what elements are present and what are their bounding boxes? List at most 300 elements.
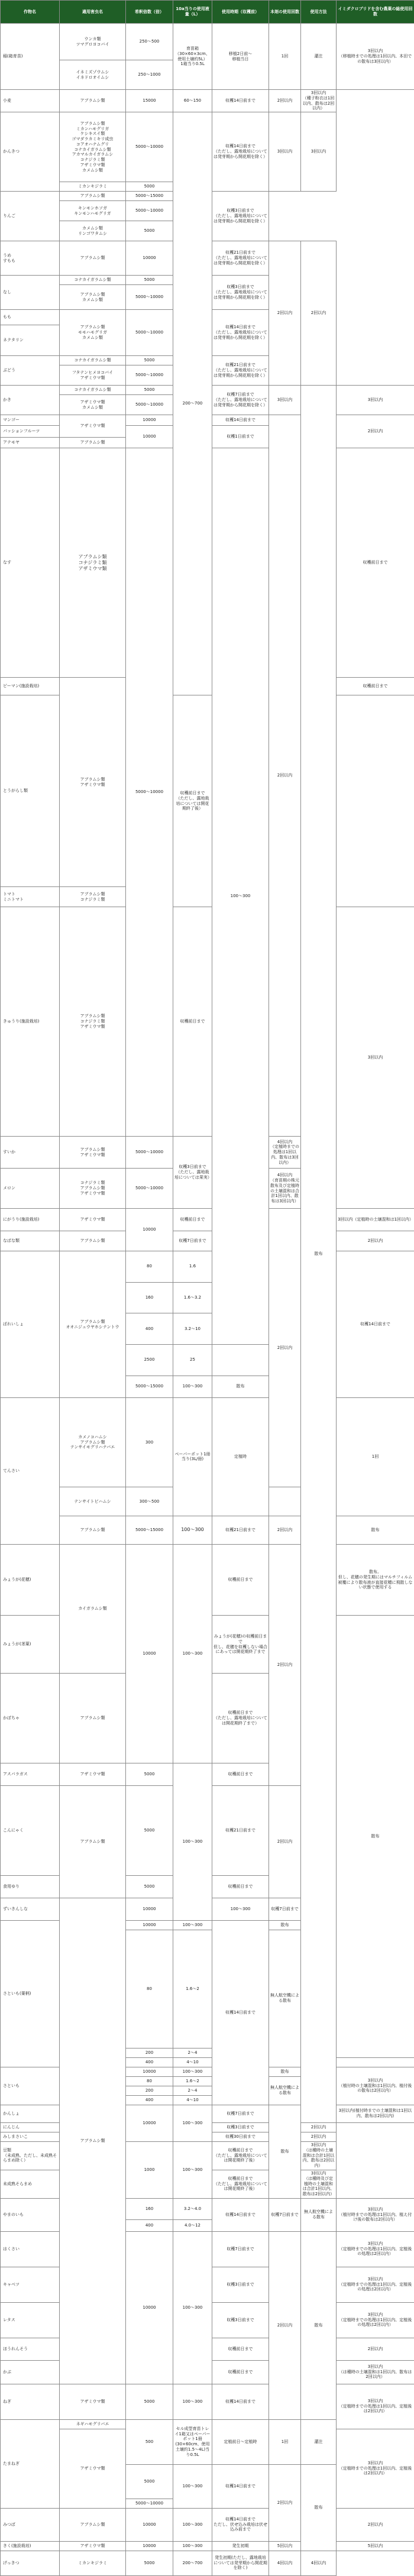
timing-cell: 収穫前日まで: [212, 1763, 269, 1785]
header-dilution: 希釈倍数（倍）: [126, 1, 173, 24]
crop-cell: マンゴー: [1, 415, 60, 426]
dilution-cell: 5000～10000: [126, 112, 173, 182]
dilution-cell: 10000: [126, 2541, 173, 2551]
timing-cell: 収穫3日前まで （ただし、露地栽培については発芽期から開花期を除く）: [212, 276, 269, 310]
timing-cell: 収穫14日前まで: [212, 2464, 269, 2508]
volume-cell: 60～150: [173, 90, 212, 112]
volume-cell: 育苗箱 （30×60×3cm、 使用土壌約5L） 1箱当り0.5L: [173, 24, 212, 90]
volume-cell: 1.6～2: [173, 1930, 212, 2048]
count-cell: 2回以内: [269, 415, 301, 1137]
pest-cell: アザミウマ類 カメムシ類: [60, 395, 126, 415]
total-cell: 4回以内 （定植時までの処理は1回以内、散布は3回以内）: [269, 1137, 301, 1169]
method-cell: 散布: [337, 1516, 414, 1544]
timing-cell: みょうが(花穂)の収穫前日まで 但し、花穂を収穫しない場合にあっては開花期終了まで: [212, 1616, 269, 1674]
timing-cell: 収穫7日前まで: [212, 2231, 269, 2267]
volume-cell: 100～300: [173, 2541, 212, 2551]
method-cell: 散布。 但し、花穂の発生期にはマルチフィルム被覆により散布液が直接花穂に飛散しない状態で使用する: [337, 1545, 414, 1616]
timing-cell: 収穫7日前まで: [173, 1231, 212, 1251]
crop-cell: 豆類 （未成熟、ただし、未成熟そらまめ除く）: [1, 2141, 60, 2170]
volume-cell: 1.6～2: [173, 2076, 212, 2086]
crop-cell: みしまさいこ: [1, 2132, 60, 2141]
method-cell: 灌注: [301, 2419, 337, 2464]
table-row: [1, 2551, 414, 2575]
timing-cell: 収穫14日前まで: [212, 90, 269, 112]
crop-cell: もも: [1, 310, 60, 325]
count-cell: 2回以内: [269, 1209, 301, 1487]
method-cell: 散布: [337, 1616, 414, 2058]
count-cell: 5回以内: [269, 2541, 301, 2551]
timing-cell: 収穫14日前まで: [212, 2384, 269, 2419]
dilution-cell: 400: [126, 2095, 173, 2105]
crop-cell: にんじん: [1, 2122, 60, 2132]
crop-cell: ネクタリン: [1, 325, 60, 356]
timing-cell: 収穫14日前まで: [337, 1251, 414, 1398]
pest-cell: アブラムシ類: [60, 90, 126, 112]
dilution-cell: 10000: [126, 2105, 173, 2141]
pest-cell: アブラムシ類: [60, 241, 126, 276]
pest-cell: アザミウマ類: [60, 1209, 126, 1231]
method-cell: 散布: [301, 2464, 337, 2551]
timing-cell: 収穫前日まで: [212, 2360, 269, 2384]
timing-cell: 収穫14日前まで: [212, 1920, 269, 2105]
crop-cell: うめ すもも: [1, 241, 60, 276]
volume-cell: 100～300: [173, 1516, 212, 1544]
dilution-cell: 400: [126, 2219, 173, 2231]
pest-cell: アブラムシ類 コナジラミ類 アザミウマ類: [60, 907, 126, 1137]
header-timing: 使用時期（収穫前）: [212, 1, 269, 24]
crop-cell: さといも: [1, 2067, 60, 2105]
timing-cell: 定植時: [212, 1398, 269, 1516]
crop-cell: みつば: [1, 2508, 60, 2541]
dilution-cell: 10000: [126, 2231, 173, 2384]
dilution-cell: 5000: [126, 2551, 173, 2575]
crop-cell: なばな類: [1, 1231, 60, 1251]
crop-cell: ねぎ: [1, 2384, 60, 2419]
timing-cell: 収穫前日まで: [173, 907, 212, 1137]
volume-cell: 100～300: [173, 2508, 212, 2541]
header-method: 使用方法: [301, 1, 337, 24]
pest-cell: カイガラムシ類: [60, 1545, 126, 1674]
dilution-cell: 5000: [126, 1763, 173, 1785]
dilution-cell: 5000: [126, 276, 173, 285]
volume-cell: 100～300: [173, 2141, 212, 2198]
pest-cell: カメムシ類 リンゴワタムシ: [60, 221, 126, 241]
method-cell: 散布: [269, 2105, 301, 2198]
volume-cell: 2～4: [173, 2048, 212, 2057]
dilution-cell: 15000: [126, 90, 173, 112]
timing-cell: 収穫14日前まで: [212, 415, 269, 426]
volume-cell: 3.2～10: [173, 1313, 212, 1345]
volume-cell: セル成型育苗トレイ1箱又はペーパーポット1冊(30×60cm、使用土壌約1.5～4L)当り0.5L: [173, 2419, 212, 2464]
pest-cell: アザミウマ類: [60, 2384, 126, 2419]
crop-cell: かんしょ: [1, 2105, 60, 2122]
method-cell: 無人航空機による散布: [301, 2198, 337, 2231]
crop-cell: ばれいしょ: [1, 1251, 60, 1398]
dilution-cell: 5000～10000: [126, 1137, 173, 1169]
pest-cell: アザミウマ類: [60, 2541, 126, 2551]
volume-cell: ペーパーポット1冊当り(3L/冊): [173, 1398, 212, 1516]
method-cell: 散布: [301, 2231, 337, 2419]
pest-cell: アブラムシ類 ミカンハモグリガ ケシキスイ類 ゴマダラカミキリ成虫 コアオハナムグリ コナカイガラムシ類 アカマルカイガラムシ コナジラミ類 アザミウマ類 カメムシ類: [60, 112, 126, 182]
crop-cell: かき: [1, 386, 60, 415]
dilution-cell: 400: [126, 2057, 173, 2067]
volume-cell: 100～300: [173, 2105, 212, 2141]
volume-cell: 100～300: [173, 2067, 212, 2076]
count-cell: 3回以内: [269, 112, 301, 192]
method-cell: 散布: [212, 1376, 269, 1397]
timing-cell: 収穫21日前まで: [212, 1785, 269, 1875]
dilution-cell: 300～500: [126, 1487, 173, 1516]
dilution-cell: 10000: [126, 2067, 173, 2076]
volume-cell: 4～10: [173, 2057, 212, 2067]
total-cell: 3回以内（定植時の土壌混和は1回以内）: [337, 1209, 414, 1231]
count-cell: 2回以内: [269, 2464, 301, 2541]
volume-cell: 100～300: [173, 2231, 212, 2384]
dilution-cell: 5000: [126, 1875, 173, 1898]
dilution-cell: 5000: [126, 1785, 173, 1875]
pest-cell: アブラムシ類: [60, 192, 126, 201]
dilution-cell: 5000: [126, 386, 173, 395]
pest-cell: アブラムシ類: [60, 438, 126, 448]
count-cell: 2回以内: [269, 1545, 301, 1786]
total-cell: 3回以内 （定植時までの処理は1回以内、定植後の処理は2回以内）: [337, 2302, 414, 2338]
timing-cell: 収穫1日前まで: [212, 426, 269, 448]
pest-cell: コナカイガラムシ類: [60, 356, 126, 365]
pest-cell: アブラムシ類 カメムシ類: [60, 285, 126, 310]
dilution-cell: 10000: [126, 415, 173, 426]
crop-cell: にがうり(施設栽培): [1, 1209, 60, 1231]
pest-cell: コナカイガラムシ類: [60, 276, 126, 285]
dilution-cell: 1000: [126, 2141, 173, 2198]
header-count: 本剤の使用回数: [269, 1, 301, 24]
table-row: [1, 24, 414, 60]
crop-cell: とうがらし類: [1, 695, 60, 887]
total-cell: 3回以内 （植付時までの処理は1回以内、植え付け後の散布は2回以内）: [337, 2198, 414, 2231]
timing-cell: 収穫前日まで: [212, 1875, 269, 1898]
dilution-cell: 10000: [126, 426, 173, 448]
total-cell: 4回以内 （育苗期の株元散布及び定植時の土壌混和は合計1回以内、散布は3回以内）: [269, 1169, 301, 1209]
dilution-cell: 10000: [126, 2508, 173, 2541]
total-cell: 2回以内: [301, 2122, 337, 2132]
volume-cell: 200～700: [173, 2551, 212, 2575]
method-cell: 無人航空機による散布: [269, 1930, 301, 2067]
count-cell: 収穫7日前まで: [269, 2198, 301, 2231]
pest-cell: アザミウマ類: [60, 415, 126, 438]
timing-cell: 収穫前日まで: [212, 2338, 269, 2360]
total-cell: 3回以内: [337, 386, 414, 415]
pest-cell: アブラムシ類: [60, 2508, 126, 2541]
crop-cell: 未成熟そらまめ: [1, 2170, 60, 2198]
total-cell: 2回以内: [301, 2132, 337, 2141]
crop-cell: 稲(箱育苗): [1, 24, 60, 90]
total-cell: 3回以内: [301, 112, 337, 192]
dilution-cell: 5000～15000: [126, 1376, 173, 1397]
dilution-cell: 5000～10000: [126, 285, 173, 310]
dilution-cell: 5000～10000: [126, 365, 173, 386]
timing-cell: 収穫前日まで: [337, 678, 414, 695]
dilution-cell: 5000～15000: [126, 192, 173, 201]
dilution-cell: 5000～15000: [126, 1516, 173, 1544]
timing-cell: 収穫3日前まで （ただし、露地栽培については果実）: [173, 1137, 212, 1209]
crop-cell: ほうれんそう: [1, 2338, 60, 2360]
total-cell: 3回以内 （定植時までの処理は1回以内、定植後の処理は2回以内）: [337, 2267, 414, 2302]
crop-cell: かぼちゃ: [1, 1674, 60, 1763]
crop-cell: ずいきんしな: [1, 1898, 60, 1920]
table-row: [1, 1209, 414, 1231]
dilution-cell: 10000: [126, 241, 173, 276]
method-cell: 無人航空機による散布: [269, 2076, 301, 2105]
pest-cell: ミカンキジラミ: [60, 2551, 126, 2575]
timing-cell: 収穫7日前まで （ただし、露地栽培については発芽期から開花期を除く）: [212, 386, 269, 415]
count-cell: 2回以内: [269, 2231, 301, 2419]
crop-cell: こんにゃく: [1, 1785, 60, 1875]
total-cell: 3回以内 （定植時までの処理は1回以内、定植後は2回以内）: [337, 2384, 414, 2429]
timing-cell: 収穫21日前まで （ただし、露地栽培については発芽期から開花期を除く）: [212, 241, 269, 276]
timing-cell: 収穫前日まで （ただし、露地栽培については開花期終了まで）: [212, 1674, 269, 1763]
timing-cell: 収穫前日まで: [337, 448, 414, 678]
timing-cell: 収穫21日前まで （ただし、露地栽培については発芽期から開花期を除く）: [212, 356, 269, 386]
dilution-cell: 5000: [126, 221, 173, 241]
method-cell: 散布: [269, 2067, 301, 2076]
crop-cell: なし: [1, 276, 60, 310]
pest-cell: カメノコハムシ アブラムシ類 テンサイモグリハナバエ: [60, 1398, 126, 1487]
crop-cell: メロン: [1, 1169, 60, 1209]
table-row: [1, 1545, 414, 1616]
pest-cell: アブラムシ類: [60, 1674, 126, 1763]
timing-cell: 収穫前日まで （ただし、露地栽培については開花期終了後）: [212, 2141, 269, 2170]
volume-cell: 100～300: [173, 2464, 212, 2508]
dilution-cell: 80: [126, 2076, 173, 2086]
volume-cell: 25: [173, 1345, 212, 1376]
timing-cell: 収穫前日まで （ただし、露地栽培については開花期終了後）: [212, 2170, 269, 2198]
timing-cell: 収穫30日前まで: [212, 2132, 269, 2141]
crop-cell: はくさい: [1, 2231, 60, 2267]
timing-cell: 収穫21日前まで: [212, 1516, 269, 1544]
total-cell: 3回以内 （種子粉衣は1回以内、散布は2回以内）: [301, 90, 337, 112]
count-cell: 1回: [337, 1398, 414, 1516]
crop-cell: みょうが(茎葉): [1, 1616, 60, 1674]
pest-cell: イネミズゾウムシ イネドロオイムシ: [60, 60, 126, 90]
total-cell: 3回以内 （は種時の土壌混和は合計1回以内、散布は2回以内）: [301, 2141, 337, 2170]
dilution-cell: 5000～10000: [126, 395, 173, 415]
total-cell: 5回以内: [337, 2541, 414, 2551]
dilution-cell: 5000～10000: [126, 2499, 173, 2508]
total-cell: 3回以内 （定植時までの処理は1回以内、定植後の処理は2回以内）: [337, 2231, 414, 2267]
timing-cell: 移植2日前～ 移植当日: [212, 24, 269, 90]
dilution-cell: 500: [126, 2419, 173, 2464]
pest-cell: アブラムシ類: [60, 1516, 126, 1544]
pest-cell: コナカイガラムシ類: [60, 386, 126, 395]
method-cell: 散布: [301, 386, 337, 2123]
volume-cell: 4～10: [173, 2095, 212, 2105]
volume-cell: 100～300: [173, 1376, 212, 1397]
pest-cell: コナジラミ類 アブラムシ類 アザミウマ類: [60, 1169, 126, 1209]
pest-cell: テンサイトビハムシ: [60, 1487, 126, 1516]
timing-cell: 収穫14日前まで: [212, 2198, 269, 2231]
table-row: [1, 1231, 414, 1251]
dilution-cell: 2500: [126, 1345, 173, 1376]
volume-cell: 200～700: [173, 112, 212, 695]
pest-cell: ネギハモグリバエ: [60, 2419, 126, 2429]
crop-cell: げっきつ: [1, 2551, 60, 2575]
dilution-cell: 10000: [126, 1545, 173, 1763]
timing-cell: 定植前日～定植時: [212, 2419, 269, 2464]
crop-cell: りんご: [1, 192, 60, 241]
count-cell: 1回: [269, 24, 301, 90]
total-cell: 4回以内: [301, 2551, 337, 2575]
timing-cell: 収穫14日前まで （ただし、露地栽培については発芽期から開花期を除く）: [212, 112, 269, 192]
crop-cell: みょうが(花穂): [1, 1545, 60, 1616]
volume-cell: 100～300: [173, 2384, 212, 2419]
dilution-cell: 5000～10000: [126, 1169, 173, 1209]
count-cell: 3回以内: [337, 907, 414, 1209]
crop-cell: てんさい: [1, 1398, 60, 1545]
pest-cell: アブラムシ類: [60, 1785, 126, 1898]
pest-cell: アブラムシ類 コナジラミ類 アザミウマ類: [60, 448, 126, 678]
total-cell: 3回以内 （は種時の土壌混和は1回以内、散布は2回以内）: [337, 2360, 414, 2384]
table-row: [1, 2541, 414, 2551]
dilution-cell: 400: [126, 1313, 173, 1345]
table-row: [1, 1251, 414, 1283]
volume-cell: 1.6: [173, 1251, 212, 1283]
crop-cell: キャベツ: [1, 2267, 60, 2302]
timing-cell: 収穫3日前まで: [212, 2122, 269, 2132]
count-cell: 1回: [269, 2419, 301, 2464]
table-row: [1, 90, 414, 112]
header-total: イミダクロプリドを含む農薬の総使用回数: [337, 1, 414, 24]
dilution-cell: 80: [126, 1930, 173, 2048]
timing-cell: 発生初期(ただし、露地栽培については発芽期から開花期を除く): [212, 2551, 269, 2575]
dilution-cell: 10000: [126, 1209, 173, 1251]
pest-cell: フタテンヒメヨコバイ アザミウマ類: [60, 365, 126, 386]
pest-cell: ウンカ類 ツマグロヨコバイ: [60, 24, 126, 60]
dilution-cell: 10000: [126, 1920, 173, 1930]
crop-cell: なす: [1, 448, 60, 678]
pest-cell: アブラムシ類 アザミウマ類: [60, 1137, 126, 1169]
timing-cell: 収穫14日前まで ただし、伏せ込み栽培は伏せ込み前まで: [212, 2508, 269, 2541]
total-cell: 3回以内 （は種時及び定植時の土壌混和は合計1回以内、散布は2回以内）: [301, 2170, 337, 2198]
crop-cell: かんきつ: [1, 112, 60, 192]
dilution-cell: 5000～10000: [126, 448, 173, 1137]
crop-cell: レタス: [1, 2302, 60, 2338]
volume-cell: 100～300: [173, 1545, 212, 1763]
total-cell: 2回以内: [337, 2508, 414, 2541]
crop-cell: パッションフルーツ: [1, 426, 60, 438]
pest-cell: キンモンホソガ キンモンハモグリガ: [60, 201, 126, 221]
pest-cell: アブラムシ類 コナジラミ類: [60, 887, 126, 907]
volume-cell: 100～300: [212, 1898, 269, 1920]
volume-cell: 100～300: [212, 448, 269, 1345]
timing-cell: 収穫3日前まで （ただし、露地栽培については発芽期から開花期を除く）: [212, 192, 269, 241]
table-row: [1, 2508, 414, 2541]
total-cell: 3回以内 （植付時の土壌混和は1回以内、植付後の散布は2回以内）: [337, 2067, 414, 2105]
table-row: [1, 112, 414, 182]
total-cell: 3回以内(植付時までの土壌混和は1回以内、散布は2回以内): [337, 2105, 414, 2122]
dilution-cell: 5000: [126, 2384, 173, 2419]
header-pest: 適用害虫名: [60, 1, 126, 24]
dilution-cell: 250～1000: [126, 60, 173, 90]
timing-cell: 収穫3日前まで: [212, 2302, 269, 2338]
dilution-cell: 200: [126, 2086, 173, 2095]
pest-cell: アザミウマ類: [60, 2429, 126, 2508]
header-volume: 10a当りの使用液量（L）: [173, 1, 212, 24]
volume-cell: 1.6～3.2: [173, 1282, 212, 1313]
table-row: [1, 907, 414, 1137]
timing-cell: 収穫前日まで （ただし、露地栽培については開花期終了後）: [173, 695, 212, 907]
crop-cell: やまのいも: [1, 2198, 60, 2231]
total-cell: 3回以内 （移植時までの処理は1回以内、本田での散布は3回以内）: [337, 24, 414, 90]
crop-cell: ピーマン(施設栽培): [1, 678, 60, 695]
dilution-cell: 300: [126, 1398, 173, 1487]
crop-cell: アスパラガス: [1, 1763, 60, 1785]
crop-cell: きゅうり(施設栽培): [1, 907, 60, 1137]
crop-cell: トマト ミニトマト: [1, 887, 60, 907]
dilution-cell: 5000～10000: [126, 201, 173, 221]
pest-cell: アブラムシ類 アザミウマ類: [60, 678, 126, 887]
crop-cell: ぶどう: [1, 356, 60, 386]
header-crop: 作物名: [1, 1, 60, 24]
header-row: [1, 1, 414, 24]
crop-cell: きく(施設栽培): [1, 2541, 60, 2551]
table-row: [1, 2384, 414, 2419]
timing-cell: 収穫3日前まで: [212, 2267, 269, 2302]
total-cell: 2回以内: [301, 241, 337, 386]
table-row: [1, 1516, 414, 1544]
count-cell: 3回以内: [269, 386, 301, 415]
crop-cell: 小麦: [1, 90, 60, 112]
crop-cell: 食用ゆり: [1, 1875, 60, 1898]
volume-cell: 100～300: [173, 1920, 212, 1930]
timing-cell: 収穫7日前まで: [269, 1898, 301, 1920]
count-cell: 4回以内: [269, 2551, 301, 2575]
dilution-cell: 160: [126, 1282, 173, 1313]
dilution-cell: 160: [126, 2198, 173, 2219]
crop-cell: かぶ: [1, 2360, 60, 2384]
table-row: [1, 1398, 414, 1487]
total-cell: 2回以内: [337, 1231, 414, 1251]
method-cell: 散布: [269, 1920, 301, 1930]
dilution-cell: 10000: [126, 1898, 173, 1920]
dilution-cell: 250～500: [126, 24, 173, 60]
count-cell: 2回以内: [269, 1785, 301, 1898]
volume-cell: 4.0～12: [173, 2219, 212, 2231]
timing-cell: 収穫7日前まで: [212, 2105, 269, 2122]
timing-cell: 収穫前日まで: [212, 1545, 269, 1616]
pest-cell: アブラムシ類 モモハモグリガ カメムシ類: [60, 310, 126, 356]
count-cell: 2回以内: [269, 1516, 301, 1544]
pest-cell: アブラムシ類: [60, 1231, 126, 1251]
volume-cell: 2～4: [173, 2086, 212, 2095]
timing-cell: 発生初期: [212, 2541, 269, 2551]
crop-cell: アテモヤ: [1, 438, 60, 448]
count-cell: 2回以内: [269, 90, 301, 112]
pest-cell: アブラムシ類 オオニジュウヤホシテントウ: [60, 1251, 126, 1398]
pest-cell: アザミウマ類: [60, 1763, 126, 1785]
volume-cell: 3.2～4.0: [173, 2198, 212, 2219]
total-cell: 3回以内 （定植時までの処理は1回以内、定植後は2回以内）: [337, 2429, 414, 2508]
total-cell: 2回以内: [337, 2338, 414, 2360]
pest-cell: ミカンキジラミ: [60, 182, 126, 192]
crop-cell: すいか: [1, 1137, 60, 1169]
timing-cell: 収穫前日まで: [173, 1209, 212, 1231]
dilution-cell: 200: [126, 2048, 173, 2057]
total-cell: 2回以内: [337, 415, 414, 448]
count-cell: 2回以内: [269, 241, 301, 386]
crop-cell: たまねぎ: [1, 2419, 60, 2508]
timing-cell: 収穫14日前まで （ただし、露地栽培については発芽期から開花期を除く）: [212, 310, 269, 356]
dilution-cell: 5000: [126, 356, 173, 365]
method-cell: 灌注: [301, 24, 337, 90]
